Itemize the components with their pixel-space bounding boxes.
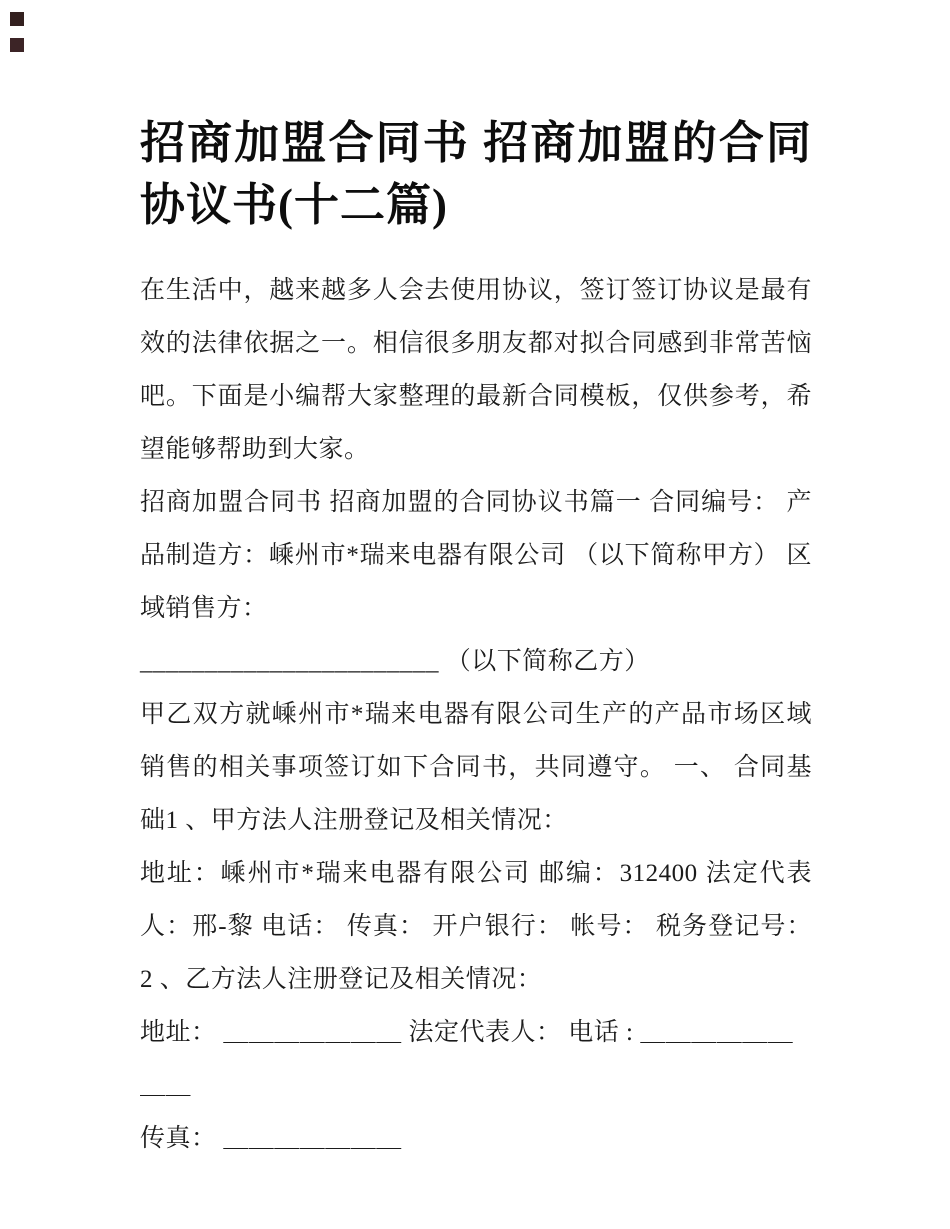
document-body — [140, 264, 812, 1165]
document-page — [140, 112, 812, 1165]
paragraph-intro: 在生活中，越来越多人会去使用协议，签订签订协议是最有效的法律依据之一。相信很多朋友都对拟合同感到非常苦恼吧。下面是小编帮大家整理的最新合同模板，仅供参考，希望能够帮助到大家。 — [140, 277, 812, 464]
paragraph-party-b-fax: 传真： ＿＿＿＿＿＿＿ — [140, 1125, 402, 1153]
paragraph-party-b-blank: _______________________ （以下简称乙方） — [140, 648, 650, 676]
paragraph-party-a-registration: 地址：嵊州市*瑞来电器有限公司 邮编：312400 法定代表人：邢-黎 电话： 传真： 开户银行： 帐号： 税务登记号： 2 、乙方法人注册登记及相关情况： — [140, 860, 812, 994]
paragraph-party-b-address: 地址： ＿＿＿＿＿＿＿ 法定代表人： 电话 : ＿＿＿＿＿＿＿＿ — [140, 1019, 794, 1100]
corner-mark-icon — [10, 38, 24, 52]
paragraph-agreement-basis: 甲乙双方就嵊州市*瑞来电器有限公司生产的产品市场区域销售的相关事项签订如下合同书，共同遵守。 一、 合同基础1 、甲方法人注册登记及相关情况： — [140, 701, 812, 835]
paragraph-contract-header: 招商加盟合同书 招商加盟的合同协议书篇一 合同编号： 产品制造方：嵊州市*瑞来电器有限公司 （以下简称甲方） 区域销售方： — [140, 489, 812, 623]
corner-mark-icon — [10, 12, 24, 26]
document-title: 招商加盟合同书 招商加盟的合同协议书(十二篇) — [140, 118, 812, 231]
